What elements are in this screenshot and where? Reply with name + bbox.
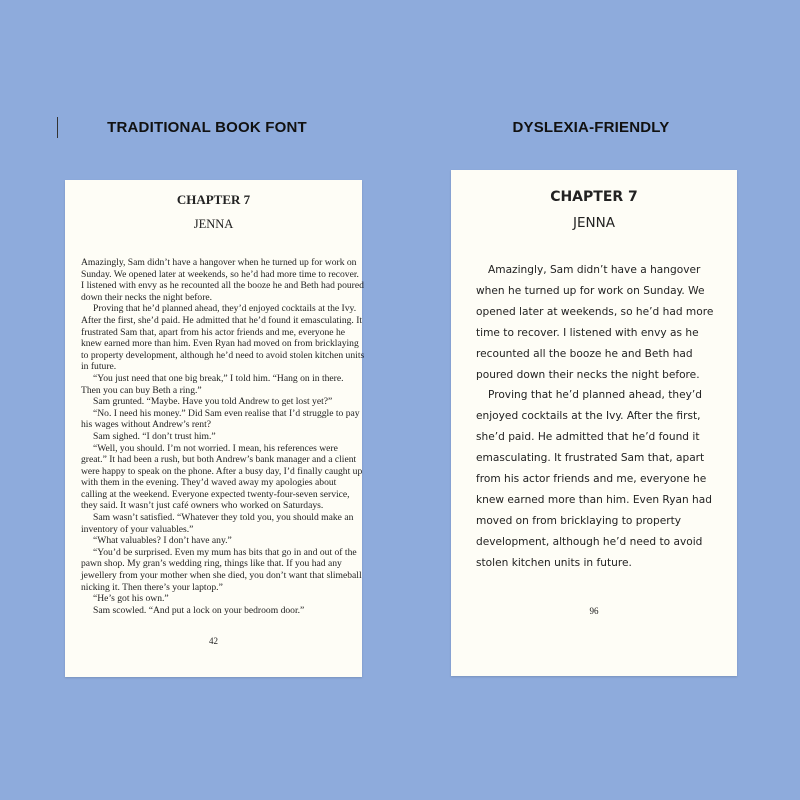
text-line: Proving that he’d planned ahead, they’d	[488, 389, 703, 402]
text-line: they said. It wasn’t just café owners who worked on Saturdays.	[81, 500, 324, 512]
text-line: “No. I need his money.” Did Sam even realise that I’d struggle to pay	[93, 407, 360, 419]
text-line: Then you can buy Beth a ring.”	[81, 384, 202, 396]
text-line: “Well, you should. I’m not worried. I mean, his references were	[93, 442, 338, 454]
text-line: emasculating. It frustrated Sam that, apart	[476, 452, 705, 465]
text-line: with them in the evening. They’d waved away my apologies about	[81, 477, 337, 489]
text-line: “He’s got his own.”	[93, 593, 169, 605]
text-line: in future.	[81, 361, 117, 373]
heading-dyslexia: DYSLEXIA-FRIENDLY	[512, 119, 670, 136]
text-line: Amazingly, Sam didn’t have a hangover when he turned up for work on	[81, 257, 357, 268]
text-line: enjoyed cocktails at the Ivy. After the first,	[476, 410, 701, 423]
text-line: “What valuables? I don’t have any.”	[93, 535, 232, 547]
text-line: Amazingly, Sam didn’t have a hangover	[488, 264, 701, 276]
text-line: inventory of your valuables.”	[81, 523, 194, 535]
text-line: pawn shop. My gran’s wedding ring, things like that. If you had any	[81, 558, 342, 570]
chapter-name: JENNA	[573, 215, 615, 231]
text-line: After the first, she’d paid. He admitted that he’d found it emasculating. It	[81, 314, 363, 326]
text-line: calling at the weekend. Everyone expected twenty-four-seven service,	[81, 488, 350, 500]
page-number: 42	[209, 636, 218, 646]
text-line: Proving that he’d planned ahead, they’d enjoyed cocktails at the Ivy.	[93, 303, 357, 315]
text-line: from his actor friends and me, everyone he	[476, 473, 707, 486]
text-line: moved on from bricklaying to property	[476, 514, 682, 527]
text-line: frustrated Sam that, apart from his actor friends and me, everyone he	[81, 326, 345, 338]
text-line: stolen kitchen units in future.	[476, 556, 632, 569]
text-line: great.” It had been a rush, but both Andrew’s bank manager and a client	[81, 454, 357, 466]
text-line: when he turned up for work on Sunday. We	[476, 284, 705, 297]
text-line: development, although he’d need to avoid	[476, 535, 703, 548]
text-line: were happy to speak on the phone. After a busy day, I’d finally caught up	[81, 465, 363, 477]
text-line: Sam sighed. “I don’t trust him.”	[93, 430, 216, 442]
text-line: “You’d be surprised. Even my mum has bits that go in and out of the	[93, 546, 357, 558]
chapter-name: JENNA	[193, 217, 234, 231]
text-line: she’d paid. He admitted that he’d found it	[476, 431, 700, 444]
text-line: poured down their necks the night before.	[476, 368, 700, 381]
traditional-book-page	[65, 180, 365, 677]
text-line: Sam grunted. “Maybe. Have you told Andrew to get lost yet?”	[93, 396, 333, 408]
text-line: Sam wasn’t satisfied. “Whatever they told you, you should make an	[93, 512, 354, 524]
dyslexia-friendly-page	[451, 170, 737, 676]
text-line: Sunday. We opened later at weekends, so he’d had more time to recover.	[81, 268, 359, 280]
text-line: his wages without Andrew’s rent?	[81, 419, 212, 431]
text-line: nicking it. Then there’s your laptop.”	[81, 581, 223, 593]
page-number: 96	[589, 606, 599, 616]
text-line: down their necks the night before.	[81, 291, 213, 303]
page-body	[81, 257, 365, 616]
text-line: to property development, although he’d need to avoid stolen kitchen units	[81, 349, 365, 361]
text-line: knew earned more than him. Even Ryan had moved on from bricklaying	[81, 338, 359, 350]
chapter-title: CHAPTER 7	[176, 192, 251, 207]
text-line: I listened with envy as he recounted all the booze he and Beth had poured	[81, 280, 364, 292]
text-line: “You just need that one big break,” I told him. “Hang on in there.	[93, 372, 344, 384]
text-line: time to recover. I listened with envy as he	[476, 326, 699, 339]
text-line: recounted all the booze he and Beth had	[476, 347, 693, 360]
text-line: knew earned more than him. Even Ryan had	[476, 493, 712, 506]
heading-traditional: TRADITIONAL BOOK FONT	[107, 119, 307, 136]
text-line: jewellery from your mother when she died, you don’t want that slimeball	[81, 570, 362, 582]
text-line: opened later at weekends, so he’d had more	[476, 305, 714, 318]
chapter-title: CHAPTER 7	[550, 189, 638, 205]
text-line: Sam scowled. “And put a lock on your bedroom door.”	[93, 604, 305, 616]
page-body	[476, 260, 736, 574]
